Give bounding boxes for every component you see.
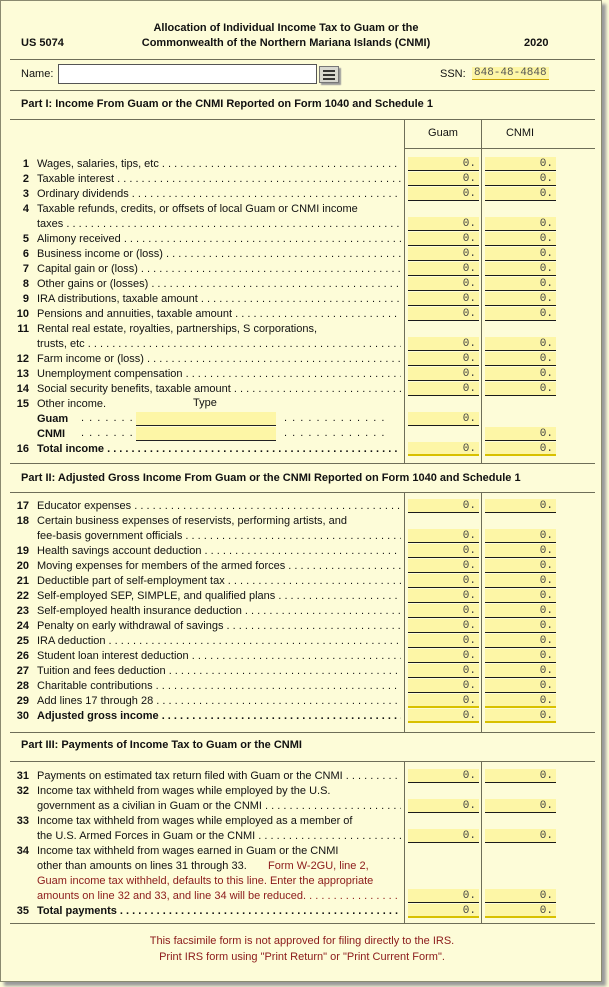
line-label: Farm income or (loss) . . . bbox=[37, 352, 401, 366]
line-label: Educator expenses . . . bbox=[37, 499, 401, 513]
line-13-guam-amount[interactable]: 0. bbox=[408, 367, 479, 381]
line-number: 24 bbox=[16, 620, 29, 632]
line-18-row bbox=[1, 514, 603, 529]
line-number: 28 bbox=[16, 680, 29, 692]
line-number: 27 bbox=[16, 665, 29, 677]
leader-dots: . . . . . . . . . . . . . bbox=[284, 427, 386, 439]
line-1-row bbox=[1, 157, 603, 172]
line-label-cont: other than amounts on lines 31 through 33. bbox=[37, 860, 247, 872]
line-number: 11 bbox=[17, 323, 29, 335]
line-1-guam-amount[interactable]: 0. bbox=[408, 157, 479, 171]
line-8-guam-amount[interactable]: 0. bbox=[408, 277, 479, 291]
cnmi-label: CNMI bbox=[37, 428, 66, 440]
divider bbox=[10, 492, 595, 493]
line-3-row bbox=[1, 187, 603, 202]
line-6-row bbox=[1, 247, 603, 262]
line-22-guam-amount[interactable]: 0. bbox=[408, 589, 479, 603]
line-2-guam-amount[interactable]: 0. bbox=[408, 172, 479, 186]
line-30-guam-amount[interactable]: 0. bbox=[408, 709, 479, 723]
divider bbox=[10, 923, 595, 924]
tax-year: 2020 bbox=[524, 37, 549, 49]
line-note: amounts on line 32 and 33, and line 34 will be reduced. . . . bbox=[37, 889, 401, 903]
line-25-row bbox=[1, 634, 603, 649]
leader-dots: . . . . . . . . . . . . . bbox=[284, 412, 386, 424]
line-label: Tuition and fees deduction . . . bbox=[37, 664, 401, 678]
line-number: 35 bbox=[16, 905, 29, 917]
footer-print-note: Print IRS form using "Print Return" or "Print Current Form". bbox=[159, 951, 445, 963]
line-number: 19 bbox=[16, 545, 29, 557]
divider bbox=[10, 119, 595, 120]
form-title-line1: Allocation of Individual Income Tax to Guam or the bbox=[153, 22, 419, 34]
line-label: Pensions and annuities, taxable amount . . . bbox=[37, 307, 401, 321]
line-32-cnmi-amount[interactable]: 0. bbox=[485, 799, 556, 813]
line-label: Other gains or (losses) . . . bbox=[37, 277, 401, 291]
line-11-row-cont bbox=[1, 337, 603, 352]
line-15-cnmi-row bbox=[1, 427, 603, 442]
line-23-guam-amount[interactable]: 0. bbox=[408, 604, 479, 618]
line-20-row bbox=[1, 559, 603, 574]
line-label: Deductible part of self-employment tax . . . bbox=[37, 574, 401, 588]
line-6-cnmi-amount[interactable]: 0. bbox=[485, 247, 556, 261]
line-label: Business income or (loss) . . . bbox=[37, 247, 401, 261]
line-label: Wages, salaries, tips, etc . . . bbox=[37, 157, 401, 171]
line-12-guam-amount[interactable]: 0. bbox=[408, 352, 479, 366]
line-7-row bbox=[1, 262, 603, 277]
line-19-row bbox=[1, 544, 603, 559]
line-11-cnmi-amount[interactable]: 0. bbox=[485, 337, 556, 351]
line-label: Income tax withheld from wages while employed as a member of bbox=[37, 815, 353, 827]
line-13-row bbox=[1, 367, 603, 382]
line-22-cnmi-amount[interactable]: 0. bbox=[485, 589, 556, 603]
line-number: 2 bbox=[22, 173, 29, 185]
line-1-cnmi-amount[interactable]: 0. bbox=[485, 157, 556, 171]
line-10-cnmi-amount[interactable]: 0. bbox=[485, 307, 556, 321]
line-21-cnmi-amount[interactable]: 0. bbox=[485, 574, 556, 588]
line-23-row bbox=[1, 604, 603, 619]
line-number: 9 bbox=[22, 293, 29, 305]
part1-heading: Part I: Income From Guam or the CNMI Reported on Form 1040 and Schedule 1 bbox=[21, 98, 433, 110]
line-number: 3 bbox=[22, 188, 29, 200]
line-7-cnmi-amount[interactable]: 0. bbox=[485, 262, 556, 276]
line-8-row bbox=[1, 277, 603, 292]
part3-heading: Part III: Payments of Income Tax to Guam or the CNMI bbox=[21, 739, 302, 751]
line-18-guam-amount[interactable]: 0. bbox=[408, 529, 479, 543]
line-14-row bbox=[1, 382, 603, 397]
line-32-row bbox=[1, 784, 603, 799]
line-22-row bbox=[1, 589, 603, 604]
line-16-row bbox=[1, 442, 603, 457]
line-16-guam-amount[interactable]: 0. bbox=[408, 442, 479, 456]
line-30-row bbox=[1, 709, 603, 724]
line-label: Other income. bbox=[37, 398, 107, 410]
line-19-guam-amount[interactable]: 0. bbox=[408, 544, 479, 558]
line-label: IRA deduction . . . bbox=[37, 634, 401, 648]
line-number: 8 bbox=[22, 278, 29, 290]
line-label-cont: fee-basis government officials . . . bbox=[37, 529, 401, 543]
line-label: Health savings account deduction . . . bbox=[37, 544, 401, 558]
line-9-row bbox=[1, 292, 603, 307]
line-label: Penalty on early withdrawal of savings . . . bbox=[37, 619, 401, 633]
line-number: 13 bbox=[16, 368, 29, 380]
footer-disclaimer: This facsimile form is not approved for filing directly to the IRS. bbox=[149, 935, 455, 947]
line-32-row-cont bbox=[1, 799, 603, 814]
divider bbox=[10, 463, 595, 464]
line-label: Self-employed health insurance deduction . . . bbox=[37, 604, 401, 618]
line-20-cnmi-amount[interactable]: 0. bbox=[485, 559, 556, 573]
divider bbox=[10, 59, 595, 60]
col-header-guam: Guam bbox=[428, 127, 458, 139]
line-25-guam-amount[interactable]: 0. bbox=[408, 634, 479, 648]
line-15-cnmi-amount[interactable]: 0. bbox=[485, 427, 556, 441]
line-number: 34 bbox=[16, 845, 29, 857]
line-number: 22 bbox=[16, 590, 29, 602]
line-21-guam-amount[interactable]: 0. bbox=[408, 574, 479, 588]
line-label-cont: trusts, etc . . . bbox=[37, 337, 401, 351]
form-id: US 5074 bbox=[21, 37, 64, 49]
line-26-guam-amount[interactable]: 0. bbox=[408, 649, 479, 663]
line-4-row bbox=[1, 202, 603, 217]
ssn-field[interactable]: 848-48-4848 bbox=[474, 67, 547, 79]
divider bbox=[404, 148, 595, 149]
line-label: Charitable contributions . . . bbox=[37, 679, 401, 693]
line-27-guam-amount[interactable]: 0. bbox=[408, 664, 479, 678]
guam-type-field[interactable] bbox=[136, 412, 276, 426]
line-31-guam-amount[interactable]: 0. bbox=[408, 769, 479, 783]
line-label: Certain business expenses of reservists, performing artists, and bbox=[37, 515, 347, 527]
line-27-cnmi-amount[interactable]: 0. bbox=[485, 664, 556, 678]
line-number: 18 bbox=[16, 515, 29, 527]
line-label: Taxable interest . . . bbox=[37, 172, 401, 186]
line-23-cnmi-amount[interactable]: 0. bbox=[485, 604, 556, 618]
col-header-cnmi: CNMI bbox=[505, 127, 535, 139]
line-35-cnmi-amount[interactable]: 0. bbox=[485, 904, 556, 918]
line-33-cnmi-amount[interactable]: 0. bbox=[485, 829, 556, 843]
line-17-cnmi-amount[interactable]: 0. bbox=[485, 499, 556, 513]
leader-dots: . . . . . . . bbox=[81, 427, 134, 439]
line-8-cnmi-amount[interactable]: 0. bbox=[485, 277, 556, 291]
divider bbox=[10, 90, 595, 91]
line-28-guam-amount[interactable]: 0. bbox=[408, 679, 479, 693]
line-4-row-cont bbox=[1, 217, 603, 232]
line-14-cnmi-amount[interactable]: 0. bbox=[485, 382, 556, 396]
line-27-row bbox=[1, 664, 603, 679]
form-title-line2: Commonwealth of the Northern Mariana Islands (CNMI) bbox=[141, 37, 431, 49]
line-label-cont: government as a civilian in Guam or the CNMI . . . bbox=[37, 799, 401, 813]
line-number: 32 bbox=[16, 785, 29, 797]
line-18-cnmi-amount[interactable]: 0. bbox=[485, 529, 556, 543]
line-number: 4 bbox=[22, 203, 29, 215]
line-34-note-row bbox=[1, 874, 603, 889]
line-note: Form W-2GU, line 2, bbox=[268, 860, 369, 872]
line-30-cnmi-amount[interactable]: 0. bbox=[485, 709, 556, 723]
leader-dots: . . . . . . . bbox=[81, 412, 134, 424]
line-label-cont: the U.S. Armed Forces in Guam or the CNMI . . . bbox=[37, 829, 401, 843]
line-31-cnmi-amount[interactable]: 0. bbox=[485, 769, 556, 783]
line-19-cnmi-amount[interactable]: 0. bbox=[485, 544, 556, 558]
line-26-row bbox=[1, 649, 603, 664]
line-35-row bbox=[1, 904, 603, 919]
line-number: 25 bbox=[16, 635, 29, 647]
line-34-guam-amount[interactable]: 0. bbox=[408, 889, 479, 903]
line-number: 30 bbox=[16, 710, 29, 722]
line-4-guam-amount[interactable]: 0. bbox=[408, 217, 479, 231]
line-21-row bbox=[1, 574, 603, 589]
line-33-row bbox=[1, 814, 603, 829]
line-label: Self-employed SEP, SIMPLE, and qualified plans . . . bbox=[37, 589, 401, 603]
line-number: 14 bbox=[16, 383, 29, 395]
line-34-row bbox=[1, 844, 603, 859]
line-10-row bbox=[1, 307, 603, 322]
line-9-guam-amount[interactable]: 0. bbox=[408, 292, 479, 306]
line-34-row-cont bbox=[1, 859, 603, 874]
line-2-row bbox=[1, 172, 603, 187]
name-list-button[interactable] bbox=[319, 66, 339, 83]
line-5-guam-amount[interactable]: 0. bbox=[408, 232, 479, 246]
line-24-cnmi-amount[interactable]: 0. bbox=[485, 619, 556, 633]
line-label: Alimony received . . . bbox=[37, 232, 401, 246]
line-33-row-cont bbox=[1, 829, 603, 844]
line-label: Unemployment compensation . . . bbox=[37, 367, 401, 381]
line-number: 23 bbox=[16, 605, 29, 617]
line-34-note-row-2 bbox=[1, 889, 603, 904]
name-label: Name: bbox=[21, 68, 54, 80]
line-9-cnmi-amount[interactable]: 0. bbox=[485, 292, 556, 306]
line-28-cnmi-amount[interactable]: 0. bbox=[485, 679, 556, 693]
line-13-cnmi-amount[interactable]: 0. bbox=[485, 367, 556, 381]
line-12-cnmi-amount[interactable]: 0. bbox=[485, 352, 556, 366]
line-29-guam-amount[interactable]: 0. bbox=[408, 694, 479, 708]
line-34-cnmi-amount[interactable]: 0. bbox=[485, 889, 556, 903]
line-15-guam-amount[interactable]: 0. bbox=[408, 412, 479, 426]
line-32-guam-amount[interactable]: 0. bbox=[408, 799, 479, 813]
line-4-cnmi-amount[interactable]: 0. bbox=[485, 217, 556, 231]
line-5-row bbox=[1, 232, 603, 247]
line-number: 26 bbox=[16, 650, 29, 662]
line-number: 12 bbox=[16, 353, 29, 365]
line-number: 31 bbox=[16, 770, 29, 782]
line-number: 20 bbox=[16, 560, 29, 572]
line-label: Total payments . . . bbox=[37, 904, 401, 918]
line-26-cnmi-amount[interactable]: 0. bbox=[485, 649, 556, 663]
line-number: 5 bbox=[22, 233, 29, 245]
line-number: 6 bbox=[22, 248, 29, 260]
line-3-guam-amount[interactable]: 0. bbox=[408, 187, 479, 201]
line-28-row bbox=[1, 679, 603, 694]
line-14-guam-amount[interactable]: 0. bbox=[408, 382, 479, 396]
line-11-guam-amount[interactable]: 0. bbox=[408, 337, 479, 351]
line-17-guam-amount[interactable]: 0. bbox=[408, 499, 479, 513]
line-label: Moving expenses for members of the armed forces . . . bbox=[37, 559, 401, 573]
line-25-cnmi-amount[interactable]: 0. bbox=[485, 634, 556, 648]
line-label: Add lines 17 through 28 . . . bbox=[37, 694, 401, 708]
ssn-label: SSN: bbox=[440, 68, 466, 80]
line-11-row bbox=[1, 322, 603, 337]
line-label: Adjusted gross income . . . bbox=[37, 709, 401, 723]
line-number: 21 bbox=[16, 575, 29, 587]
line-31-row bbox=[1, 769, 603, 784]
line-number: 7 bbox=[22, 263, 29, 275]
line-note: Guam income tax withheld, defaults to this line. Enter the appropriate bbox=[37, 875, 374, 887]
line-33-guam-amount[interactable]: 0. bbox=[408, 829, 479, 843]
line-label: Capital gain or (loss) . . . bbox=[37, 262, 401, 276]
line-15-row bbox=[1, 397, 603, 412]
line-number: 1 bbox=[22, 158, 29, 170]
line-label: Ordinary dividends . . . bbox=[37, 187, 401, 201]
line-label: Rental real estate, royalties, partnerships, S corporations, bbox=[37, 323, 318, 335]
line-18-row-cont bbox=[1, 529, 603, 544]
line-number: 33 bbox=[16, 815, 29, 827]
guam-label: Guam bbox=[37, 413, 69, 425]
line-7-guam-amount[interactable]: 0. bbox=[408, 262, 479, 276]
line-label: IRA distributions, taxable amount . . . bbox=[37, 292, 401, 306]
line-number: 17 bbox=[16, 500, 29, 512]
line-label: Student loan interest deduction . . . bbox=[37, 649, 401, 663]
line-label: Taxable refunds, credits, or offsets of local Guam or CNMI income bbox=[37, 203, 358, 215]
line-3-cnmi-amount[interactable]: 0. bbox=[485, 187, 556, 201]
line-label: Income tax withheld from wages earned in Guam or the CNMI bbox=[37, 845, 339, 857]
line-label-cont: taxes . . . bbox=[37, 217, 401, 231]
line-17-row bbox=[1, 499, 603, 514]
line-5-cnmi-amount[interactable]: 0. bbox=[485, 232, 556, 246]
line-24-guam-amount[interactable]: 0. bbox=[408, 619, 479, 633]
line-29-cnmi-amount[interactable]: 0. bbox=[485, 694, 556, 708]
line-24-row bbox=[1, 619, 603, 634]
line-29-row bbox=[1, 694, 603, 709]
cnmi-type-field[interactable] bbox=[136, 427, 276, 441]
line-2-cnmi-amount[interactable]: 0. bbox=[485, 172, 556, 186]
divider bbox=[10, 732, 595, 733]
line-20-guam-amount[interactable]: 0. bbox=[408, 559, 479, 573]
line-number: 29 bbox=[16, 695, 29, 707]
divider bbox=[10, 761, 595, 762]
line-number: 16 bbox=[16, 443, 29, 455]
line-number: 15 bbox=[16, 398, 29, 410]
line-15-guam-row bbox=[1, 412, 603, 427]
line-label: Income tax withheld from wages while employed by the U.S. bbox=[37, 785, 331, 797]
line-10-guam-amount[interactable]: 0. bbox=[408, 307, 479, 321]
line-35-guam-amount[interactable]: 0. bbox=[408, 904, 479, 918]
line-label: Total income . . . bbox=[37, 442, 401, 456]
line-12-row bbox=[1, 352, 603, 367]
name-field[interactable] bbox=[58, 64, 317, 84]
line-16-cnmi-amount[interactable]: 0. bbox=[485, 442, 556, 456]
line-label: Social security benefits, taxable amount . . . bbox=[37, 382, 401, 396]
type-label: Type bbox=[193, 397, 217, 409]
line-6-guam-amount[interactable]: 0. bbox=[408, 247, 479, 261]
part2-heading: Part II: Adjusted Gross Income From Guam or the CNMI Reported on Form 1040 and Schedule 1 bbox=[21, 472, 521, 484]
line-number: 10 bbox=[16, 308, 29, 320]
line-label: Payments on estimated tax return filed with Guam or the CNMI . . . bbox=[37, 769, 401, 783]
